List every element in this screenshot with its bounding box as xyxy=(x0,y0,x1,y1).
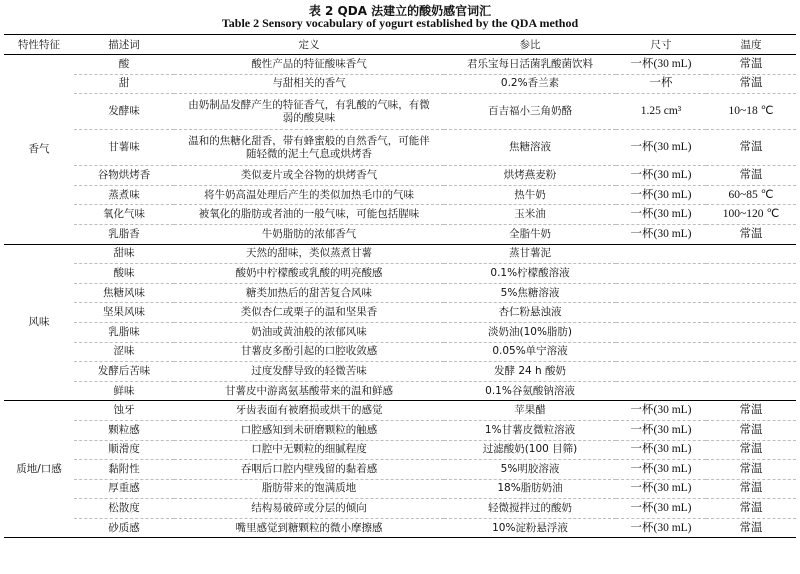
table-row xyxy=(4,342,796,362)
reference-cell: 热牛奶 xyxy=(444,185,616,205)
temperature-cell: 常温 xyxy=(706,166,796,186)
size-cell: 一杯(30 mL) xyxy=(616,130,706,166)
temperature-cell: 常温 xyxy=(706,420,796,440)
header-cell: 描述词 xyxy=(74,35,174,55)
reference-cell: 焦糖溶液 xyxy=(444,130,616,166)
category-cell: 风味 xyxy=(4,244,74,401)
descriptor-cell: 黏附性 xyxy=(74,460,174,480)
size-cell xyxy=(616,303,706,323)
size-cell: 一杯(30 mL) xyxy=(616,460,706,480)
descriptor-cell: 颗粒感 xyxy=(74,420,174,440)
descriptor-cell: 蒸煮味 xyxy=(74,185,174,205)
size-cell xyxy=(616,342,706,362)
definition-cell: 结构易破碎或分层的倾向 xyxy=(174,499,444,519)
table-row xyxy=(4,185,796,205)
size-cell: 一杯 xyxy=(616,74,706,94)
table-caption-zh: 表 2 QDA 法建立的酸奶感官词汇 xyxy=(308,4,492,18)
definition-cell: 酸性产品的特征酸味香气 xyxy=(174,55,444,75)
reference-cell: 过滤酸奶(100 目筛) xyxy=(444,440,616,460)
header-cell: 特性特征 xyxy=(4,35,74,55)
definition-cell: 口腔中无颗粒的细腻程度 xyxy=(174,440,444,460)
definition-cell: 将牛奶高温处理后产生的类似加热毛巾的气味 xyxy=(174,185,444,205)
table-row xyxy=(4,74,796,94)
temperature-cell: 常温 xyxy=(706,479,796,499)
descriptor-cell: 甜味 xyxy=(74,244,174,264)
reference-cell: 1%甘薯皮微粒溶液 xyxy=(444,420,616,440)
temperature-cell: 60~85 ℃ xyxy=(706,185,796,205)
definition-cell: 糖类加热后的甜苦复合风味 xyxy=(174,283,444,303)
reference-cell: 0.2%香兰素 xyxy=(444,74,616,94)
reference-cell: 君乐宝每日活菌乳酸菌饮料 xyxy=(444,55,616,75)
descriptor-cell: 蚀牙 xyxy=(74,401,174,421)
descriptor-cell: 谷物烘烤香 xyxy=(74,166,174,186)
table-row xyxy=(4,130,796,166)
reference-cell: 发酵 24 h 酸奶 xyxy=(444,362,616,382)
definition-cell: 脂肪带来的饱满质地 xyxy=(174,479,444,499)
table-row xyxy=(4,303,796,323)
reference-cell: 0.1%谷氨酸钠溶液 xyxy=(444,381,616,401)
definition-cell: 甘薯皮多酚引起的口腔收敛感 xyxy=(174,342,444,362)
size-cell: 一杯(30 mL) xyxy=(616,205,706,225)
temperature-cell xyxy=(706,244,796,264)
header-cell: 定义 xyxy=(174,35,444,55)
size-cell: 一杯(30 mL) xyxy=(616,224,706,244)
category-cell: 香气 xyxy=(4,55,74,245)
definition-cell: 奶油或黄油般的浓郁风味 xyxy=(174,322,444,342)
table-row xyxy=(4,518,796,538)
definition-cell: 酸奶中柠檬酸或乳酸的明亮酸感 xyxy=(174,264,444,284)
descriptor-cell: 乳脂香 xyxy=(74,224,174,244)
reference-cell: 烘烤燕麦粉 xyxy=(444,166,616,186)
definition-cell: 类似麦片或全谷物的烘烤香气 xyxy=(174,166,444,186)
definition-cell: 甘薯皮中游离氨基酸带来的温和鲜感 xyxy=(174,381,444,401)
descriptor-cell: 厚重感 xyxy=(74,479,174,499)
reference-cell: 淡奶油(10%脂肪) xyxy=(444,322,616,342)
temperature-cell xyxy=(706,264,796,284)
reference-cell: 5%明胶溶液 xyxy=(444,460,616,480)
header-cell: 尺寸 xyxy=(616,35,706,55)
size-cell xyxy=(616,381,706,401)
temperature-cell: 常温 xyxy=(706,130,796,166)
temperature-cell: 常温 xyxy=(706,460,796,480)
temperature-cell xyxy=(706,381,796,401)
reference-cell: 苹果醋 xyxy=(444,401,616,421)
descriptor-cell: 酸 xyxy=(74,55,174,75)
temperature-cell xyxy=(706,283,796,303)
header-cell: 参比 xyxy=(444,35,616,55)
descriptor-cell: 甘薯味 xyxy=(74,130,174,166)
descriptor-cell: 发酵后苦味 xyxy=(74,362,174,382)
table-row xyxy=(4,362,796,382)
table-row xyxy=(4,224,796,244)
descriptor-cell: 鲜味 xyxy=(74,381,174,401)
table-row xyxy=(4,264,796,284)
temperature-cell: 10~18 ℃ xyxy=(706,94,796,130)
reference-cell: 蒸甘薯泥 xyxy=(444,244,616,264)
definition-cell: 由奶制品发酵产生的特征香气，有乳酸的气味，有微弱的酸臭味 xyxy=(174,94,444,130)
size-cell: 一杯(30 mL) xyxy=(616,420,706,440)
temperature-cell: 常温 xyxy=(706,401,796,421)
size-cell: 一杯(30 mL) xyxy=(616,479,706,499)
size-cell: 一杯(30 mL) xyxy=(616,166,706,186)
descriptor-cell: 氧化气味 xyxy=(74,205,174,225)
descriptor-cell: 松散度 xyxy=(74,499,174,519)
table-caption-en: Table 2 Sensory vocabulary of yogurt established by the QDA method xyxy=(221,16,579,30)
table-row xyxy=(4,381,796,401)
table-row xyxy=(4,460,796,480)
table-row xyxy=(4,244,796,264)
reference-cell: 全脂牛奶 xyxy=(444,224,616,244)
temperature-cell: 常温 xyxy=(706,440,796,460)
descriptor-cell: 乳脂味 xyxy=(74,322,174,342)
table-row xyxy=(4,401,796,421)
table-row xyxy=(4,479,796,499)
temperature-cell: 常温 xyxy=(706,74,796,94)
size-cell: 一杯(30 mL) xyxy=(616,55,706,75)
descriptor-cell: 涩味 xyxy=(74,342,174,362)
definition-cell: 过度发酵导致的轻微苦味 xyxy=(174,362,444,382)
category-cell: 质地/口感 xyxy=(4,401,74,538)
definition-cell: 嘴里感觉到糖颗粒的微小摩擦感 xyxy=(174,518,444,538)
size-cell xyxy=(616,283,706,303)
temperature-cell: 常温 xyxy=(706,499,796,519)
sensory-vocabulary-table xyxy=(4,34,796,538)
reference-cell: 0.1%柠檬酸溶液 xyxy=(444,264,616,284)
reference-cell: 0.05%单宁溶液 xyxy=(444,342,616,362)
size-cell xyxy=(616,322,706,342)
temperature-cell: 常温 xyxy=(706,224,796,244)
reference-cell: 百吉福小三角奶酪 xyxy=(444,94,616,130)
descriptor-cell: 砂质感 xyxy=(74,518,174,538)
temperature-cell xyxy=(706,322,796,342)
definition-cell: 类似杏仁或栗子的温和坚果香 xyxy=(174,303,444,323)
temperature-cell: 常温 xyxy=(706,518,796,538)
temperature-cell xyxy=(706,362,796,382)
descriptor-cell: 甜 xyxy=(74,74,174,94)
definition-cell: 牛奶脂肪的浓郁香气 xyxy=(174,224,444,244)
table-row xyxy=(4,94,796,130)
definition-cell: 天然的甜味，类似蒸煮甘薯 xyxy=(174,244,444,264)
table-row xyxy=(4,283,796,303)
table-row xyxy=(4,205,796,225)
table-row xyxy=(4,322,796,342)
size-cell: 一杯(30 mL) xyxy=(616,440,706,460)
descriptor-cell: 坚果风味 xyxy=(74,303,174,323)
table-header-row xyxy=(4,35,796,55)
size-cell: 一杯(30 mL) xyxy=(616,499,706,519)
descriptor-cell: 发酵味 xyxy=(74,94,174,130)
size-cell xyxy=(616,264,706,284)
table-row xyxy=(4,166,796,186)
reference-cell: 玉米油 xyxy=(444,205,616,225)
reference-cell: 5%焦糖溶液 xyxy=(444,283,616,303)
header-cell: 温度 xyxy=(706,35,796,55)
temperature-cell: 常温 xyxy=(706,55,796,75)
size-cell: 1.25 cm³ xyxy=(616,94,706,130)
reference-cell: 18%脂肪奶油 xyxy=(444,479,616,499)
size-cell xyxy=(616,362,706,382)
descriptor-cell: 酸味 xyxy=(74,264,174,284)
definition-cell: 口腔感知到未研磨颗粒的触感 xyxy=(174,420,444,440)
table-row xyxy=(4,499,796,519)
definition-cell: 被氧化的脂肪或者油的一般气味，可能包括腥味 xyxy=(174,205,444,225)
definition-cell: 吞咽后口腔内壁残留的黏着感 xyxy=(174,460,444,480)
table-row xyxy=(4,440,796,460)
table-row xyxy=(4,420,796,440)
descriptor-cell: 顺滑度 xyxy=(74,440,174,460)
descriptor-cell: 焦糖风味 xyxy=(74,283,174,303)
size-cell: 一杯(30 mL) xyxy=(616,185,706,205)
temperature-cell xyxy=(706,303,796,323)
size-cell: 一杯(30 mL) xyxy=(616,401,706,421)
definition-cell: 温和的焦糖化甜香，带有蜂蜜般的自然香气，可能伴随轻微的泥土气息或烘烤香 xyxy=(174,130,444,166)
size-cell: 一杯(30 mL) xyxy=(616,518,706,538)
reference-cell: 轻微搅拌过的酸奶 xyxy=(444,499,616,519)
reference-cell: 10%淀粉悬浮液 xyxy=(444,518,616,538)
reference-cell: 杏仁粉悬浊液 xyxy=(444,303,616,323)
size-cell xyxy=(616,244,706,264)
temperature-cell xyxy=(706,342,796,362)
temperature-cell: 100~120 ℃ xyxy=(706,205,796,225)
table-row xyxy=(4,55,796,75)
definition-cell: 牙齿表面有被磨损或烘干的感觉 xyxy=(174,401,444,421)
definition-cell: 与甜相关的香气 xyxy=(174,74,444,94)
